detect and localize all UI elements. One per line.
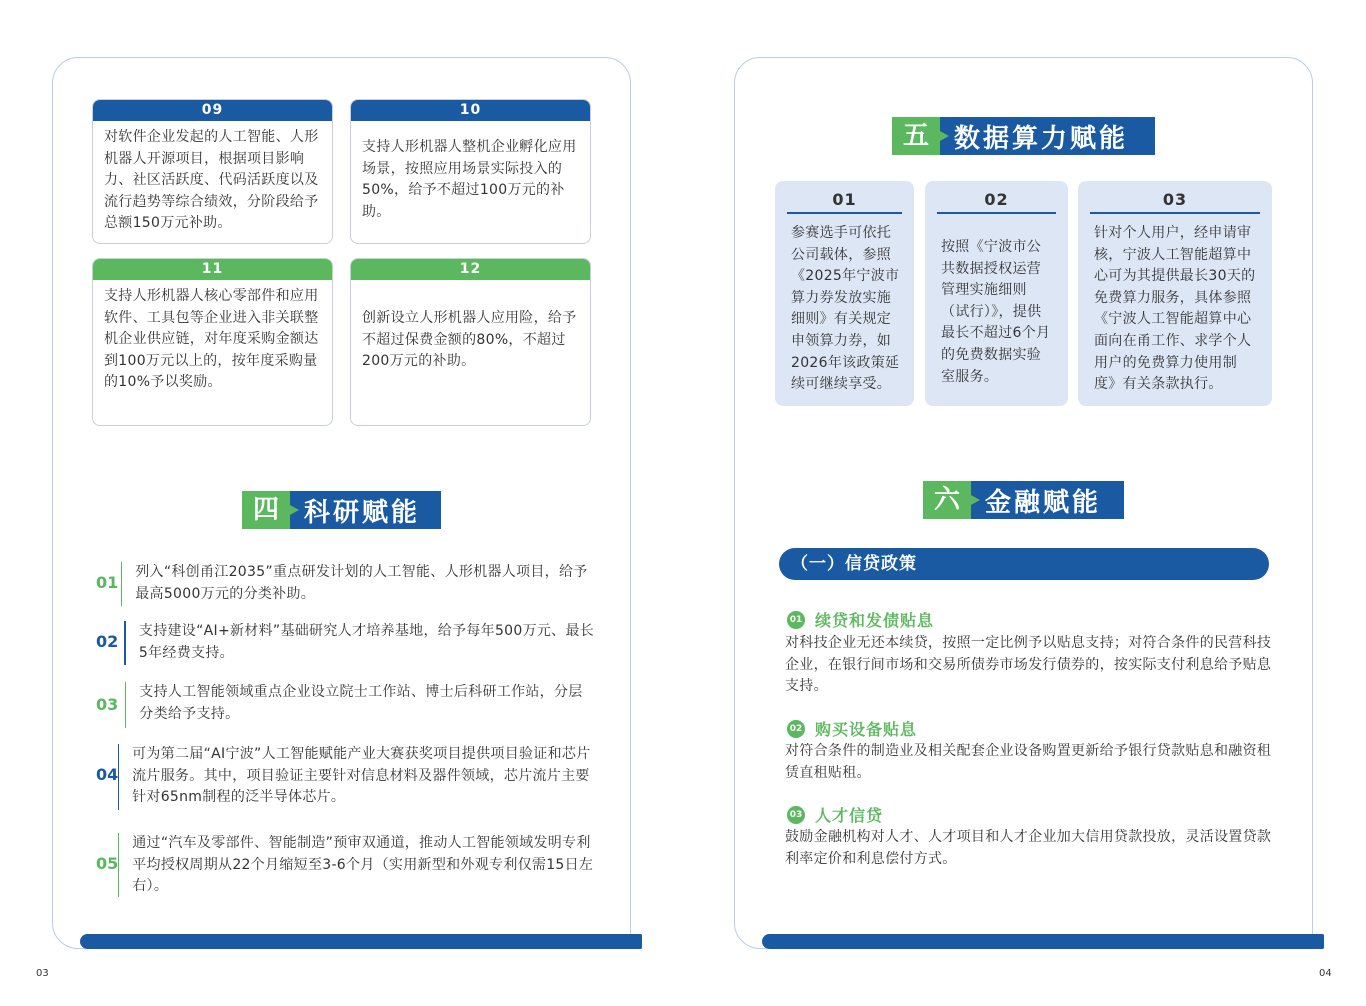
item-divider [118,744,119,810]
item-text: 列入“科创甬江2035”重点研发计划的人工智能、人形机器人项目，给予最高5000万元的分类补助。 [135,564,588,602]
policy-card-11 [92,258,333,426]
data-card-01 [775,181,914,406]
item-divider [121,562,122,606]
section-number: 六 [923,481,971,519]
right-page-bottom-bar [762,934,1324,949]
data-card-02 [925,181,1068,406]
item-badge: 02 [787,720,805,738]
research-item-02 [96,621,596,665]
card-text: 按照《宁波市公共数据授权运营管理实施细则（试行）》，提供最长不超过6个月的免费数据实验室服务。 [941,239,1051,385]
item-title: 人才信贷 [815,806,884,825]
item-title: 购买设备贴息 [815,720,918,739]
card-number: 11 [93,259,332,280]
research-item-05 [96,833,596,898]
item-text: 通过“汽车及零部件、智能制造”预审双通道，推动人工智能领域发明专利平均授权周期从22个月缩短至3-6个月（实用新型和外观专利仅需15日左右）。 [132,835,594,895]
section-number: 五 [892,117,940,155]
card-number: 03 [1090,190,1260,214]
card-number: 09 [93,100,332,121]
data-card-03 [1078,181,1272,406]
item-divider [125,682,127,728]
left-page-bottom-bar [80,934,642,949]
item-number: 03 [96,695,119,714]
policy-card-09 [92,99,333,244]
item-divider [124,621,126,665]
item-number: 02 [96,632,119,651]
item-divider [118,833,119,897]
credit-item-01-text: 对科技企业无还本续贷，按照一定比例予以贴息支持；对符合条件的民营科技企业，在银行间市场和交易所债券市场发行债券的，按实际支付利息给予贴息支持。 [785,635,1272,695]
section-title-research [242,491,441,529]
credit-item-03-text: 鼓励金融机构对人才、人才项目和人才企业加大信用贷款投放，灵活设置贷款利率定价和利息偿付方式。 [785,829,1272,867]
subsection-credit-policy: （一）信贷政策 [779,548,1269,580]
credit-item-02-text: 对符合条件的制造业及相关配套企业设备购置更新给予银行贷款贴息和融资租赁直租贴租。 [785,743,1272,781]
card-text: 针对个人用户，经申请审核，宁波人工智能超算中心可为其提供最长30天的免费算力服务，具体参照《宁波人工智能超算中心面向在甬工作、求学个人用户的免费算力使用制度》有关条款执行。 [1094,225,1256,393]
card-number: 12 [351,259,590,280]
policy-card-10 [350,99,591,244]
section-title-data-compute [892,117,1155,155]
credit-item-02-heading [787,717,917,740]
left-page-number: 03 [36,968,49,979]
card-text: 支持人形机器人整机企业孵化应用场景，按照应用场景实际投入的50%，给予不超过100万元的补助。 [362,139,577,220]
item-number: 01 [96,573,119,592]
card-text: 创新设立人形机器人应用险，给予不超过保费金额的80%，不超过200万元的补助。 [362,310,577,370]
item-badge: 01 [787,611,805,629]
section-number: 四 [242,491,290,529]
card-text: 对软件企业发起的人工智能、人形机器人开源项目，根据项目影响力、社区活跃度、代码活跃度以及流行趋势等综合绩效，分阶段给予总额150万元补助。 [104,129,319,232]
right-page-number: 04 [1319,968,1332,979]
item-badge: 03 [787,806,805,824]
item-text: 支持人工智能领域重点企业设立院士工作站、博士后科研工作站，分层分类给予支持。 [139,684,583,722]
credit-item-03-heading [787,803,883,826]
card-text: 支持人形机器人核心零部件和应用软件、工具包等企业进入非关联整机企业供应链，对年度采购金额达到100万元以上的，按年度采购量的10%予以奖励。 [104,288,319,391]
item-title: 续贷和发债贴息 [815,611,935,630]
credit-item-01-heading [787,608,934,631]
card-number: 01 [787,190,902,214]
policy-card-12 [350,258,591,426]
research-item-04 [96,744,596,810]
item-number: 04 [96,765,119,784]
section-title-text: 金融赋能 [985,487,1102,518]
item-number: 05 [96,854,119,873]
card-text: 参赛选手可依托公司载体，参照《2025年宁波市算力券发放实施细则》有关规定申领算力券，如2026年该政策延续可继续享受。 [791,225,900,393]
section-title-finance [923,481,1124,519]
section-title-text: 数据算力赋能 [954,123,1129,154]
research-item-03 [96,682,596,728]
section-title-text: 科研赋能 [304,497,421,528]
item-text: 可为第二届“AI宁波”人工智能赋能产业大赛获奖项目提供项目验证和芯片流片服务。其中，项目验证主要针对信息材料及器件领域，芯片流片主要针对65nm制程的泛半导体芯片。 [132,746,591,806]
card-number: 02 [937,190,1056,214]
research-item-01 [96,562,596,606]
item-text: 支持建设“AI+新材料”基础研究人才培养基地，给予每年500万元、最长5年经费支持。 [138,623,595,661]
card-number: 10 [351,100,590,121]
